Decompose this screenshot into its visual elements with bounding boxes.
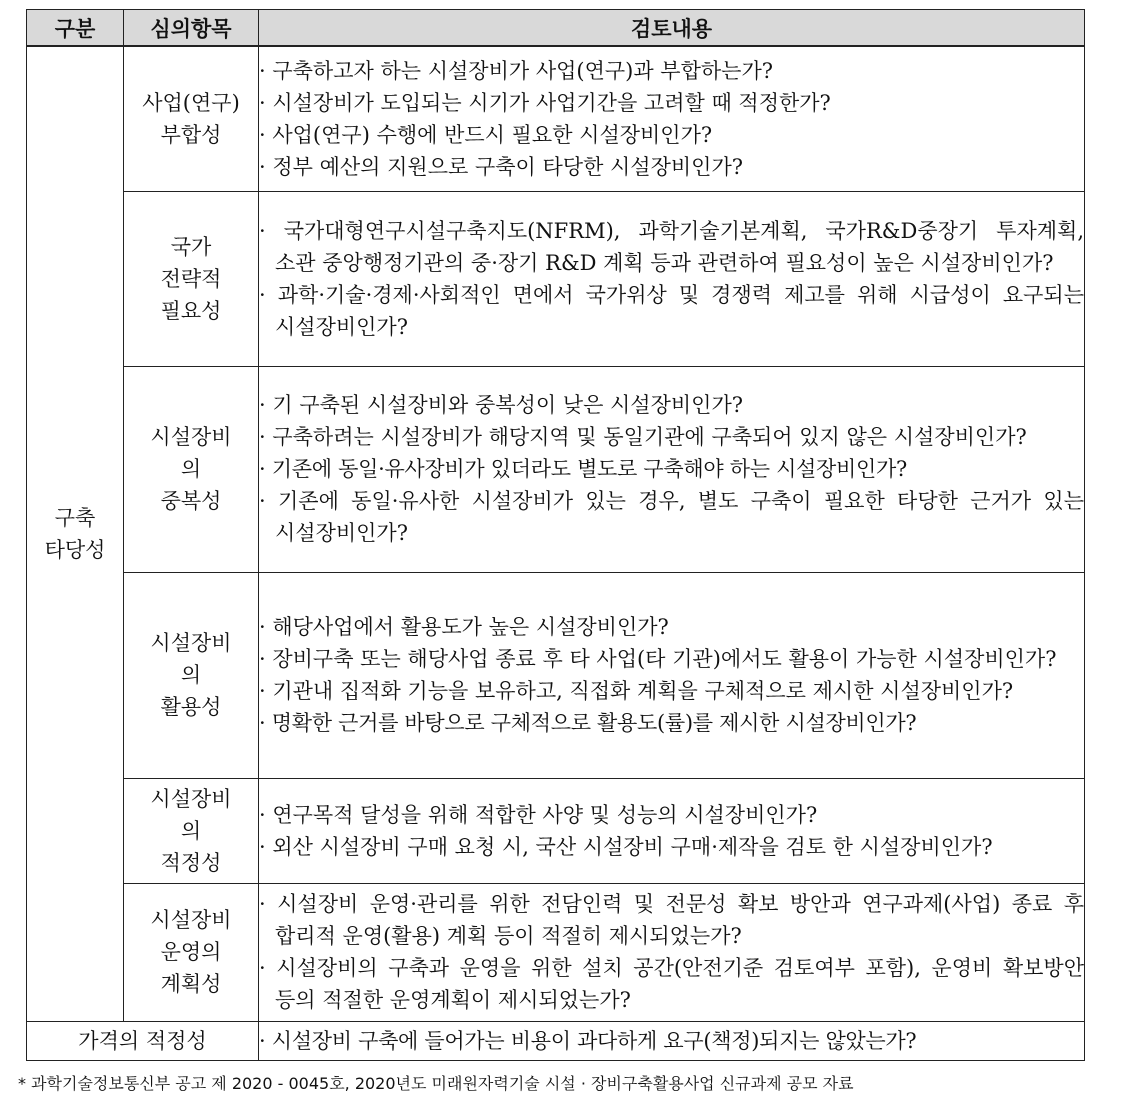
review-criteria-table (26, 9, 1085, 1061)
list-item: · 기존에 동일·유사한 시설장비가 있는 경우, 별도 구축이 필요한 타당한 근거가 있는 시설장비인가? (259, 485, 1084, 549)
list-item: · 시설장비가 도입되는 시기가 사업기간을 고려할 때 적정한가? (259, 87, 1084, 119)
item-cell (124, 366, 259, 572)
item-line: 운영의 (160, 940, 222, 964)
source-footnote: * 과학기술정보통신부 공고 제 2020 - 0045호, 2020년도 미래원자력기술 시설 · 장비구축활용사업 신규과제 공모 자료 (18, 1074, 854, 1093)
item-cell (124, 778, 259, 883)
list-item: · 국가대형연구시설구축지도(NFRM), 과학기술기본계획, 국가R&D중장기 투자계획, 소관 중앙행정기관의 중·장기 R&D 계획 등과 관련하여 필요성이 높은 시설장비인가? (259, 215, 1084, 279)
item-line: 시설장비 (150, 425, 232, 449)
content-cell (259, 572, 1085, 778)
category-line: 구축 (54, 505, 96, 530)
content-cell (259, 191, 1085, 366)
item-line: 전략적 (160, 266, 222, 291)
list-item: · 과학·기술·경제·사회적인 면에서 국가위상 및 경쟁력 제고를 위해 시급성이 요구되는 시설장비인가? (259, 279, 1084, 343)
item-line: 적정성 (160, 850, 222, 875)
table-row-utilization (27, 572, 1085, 778)
content-cell (259, 883, 1085, 1021)
list-item: · 기존에 동일·유사장비가 있더라도 별도로 구축해야 하는 시설장비인가? (259, 453, 1084, 485)
item-line: 사업(연구) (142, 90, 240, 115)
item-line: 시설장비 (150, 631, 232, 655)
table-row-fit (27, 46, 1085, 191)
item-line: 필요성 (160, 298, 222, 323)
item-line: 시설장비 (150, 786, 232, 811)
header-category: 구분 (27, 10, 124, 47)
content-cell (259, 778, 1085, 883)
content-cell (259, 46, 1085, 191)
content-cell (259, 1021, 1085, 1060)
list-item: · 연구목적 달성을 위해 적합한 사양 및 성능의 시설장비인가? (259, 799, 1084, 831)
list-item: · 명확한 근거를 바탕으로 구체적으로 활용도(률)를 제시한 시설장비인가? (259, 707, 1084, 739)
table-row-strategy (27, 191, 1085, 366)
header-row (27, 10, 1085, 47)
item-cell (124, 572, 259, 778)
list-item: · 시설장비 운영·관리를 위한 전담인력 및 전문성 확보 방안과 연구과제(사업) 종료 후 합리적 운영(활용) 계획 등이 적절히 제시되었는가? (259, 888, 1084, 952)
item-line: 시설장비 (150, 908, 232, 932)
list-item: · 정부 예산의 지원으로 구축이 타당한 시설장비인가? (259, 151, 1084, 183)
table-row-operation (27, 883, 1085, 1021)
item-line: 중복성 (160, 489, 222, 513)
item-line: 국가 (170, 234, 212, 259)
list-item: · 장비구축 또는 해당사업 종료 후 타 사업(타 기관)에서도 활용이 가능한 시설장비인가? (259, 643, 1084, 675)
list-item: · 구축하고자 하는 시설장비가 사업(연구)과 부합하는가? (259, 55, 1084, 87)
list-item: · 구축하려는 시설장비가 해당지역 및 동일기관에 구축되어 있지 않은 시설장비인가? (259, 421, 1084, 453)
category-cell (27, 46, 124, 1021)
item-line: 의 (180, 457, 202, 481)
item-line: 부합성 (160, 122, 222, 147)
header-content: 검토내용 (259, 10, 1085, 47)
table-row-price (27, 1021, 1085, 1060)
list-item: · 해당사업에서 활용도가 높은 시설장비인가? (259, 611, 1084, 643)
list-item: · 사업(연구) 수행에 반드시 필요한 시설장비인가? (259, 119, 1084, 151)
item-cell (124, 46, 259, 191)
table-row-redundancy (27, 366, 1085, 572)
list-item: · 기 구축된 시설장비와 중복성이 낮은 시설장비인가? (259, 389, 1084, 421)
list-item: · 시설장비의 구축과 운영을 위한 설치 공간(안전기준 검토여부 포함), 운영비 확보방안 등의 적절한 운영계획이 제시되었는가? (259, 952, 1084, 1016)
table-row-adequacy (27, 778, 1085, 883)
list-item: · 시설장비 구축에 들어가는 비용이 과다하게 요구(책정)되지는 않았는가? (259, 1025, 1084, 1057)
list-item: · 외산 시설장비 구매 요청 시, 국산 시설장비 구매·제작을 검토 한 시설장비인가? (259, 831, 1084, 863)
item-cell (124, 191, 259, 366)
item-cell (124, 883, 259, 1021)
item-line: 의 (180, 818, 202, 843)
item-line: 활용성 (160, 695, 222, 719)
list-item: · 기관내 집적화 기능을 보유하고, 직접화 계획을 구체적으로 제시한 시설장비인가? (259, 675, 1084, 707)
content-cell (259, 366, 1085, 572)
category-line: 타당성 (44, 537, 106, 562)
header-item: 심의항목 (124, 10, 259, 47)
item-line: 의 (180, 663, 202, 687)
price-label-cell: 가격의 적정성 (27, 1021, 259, 1060)
item-line: 계획성 (160, 972, 222, 996)
